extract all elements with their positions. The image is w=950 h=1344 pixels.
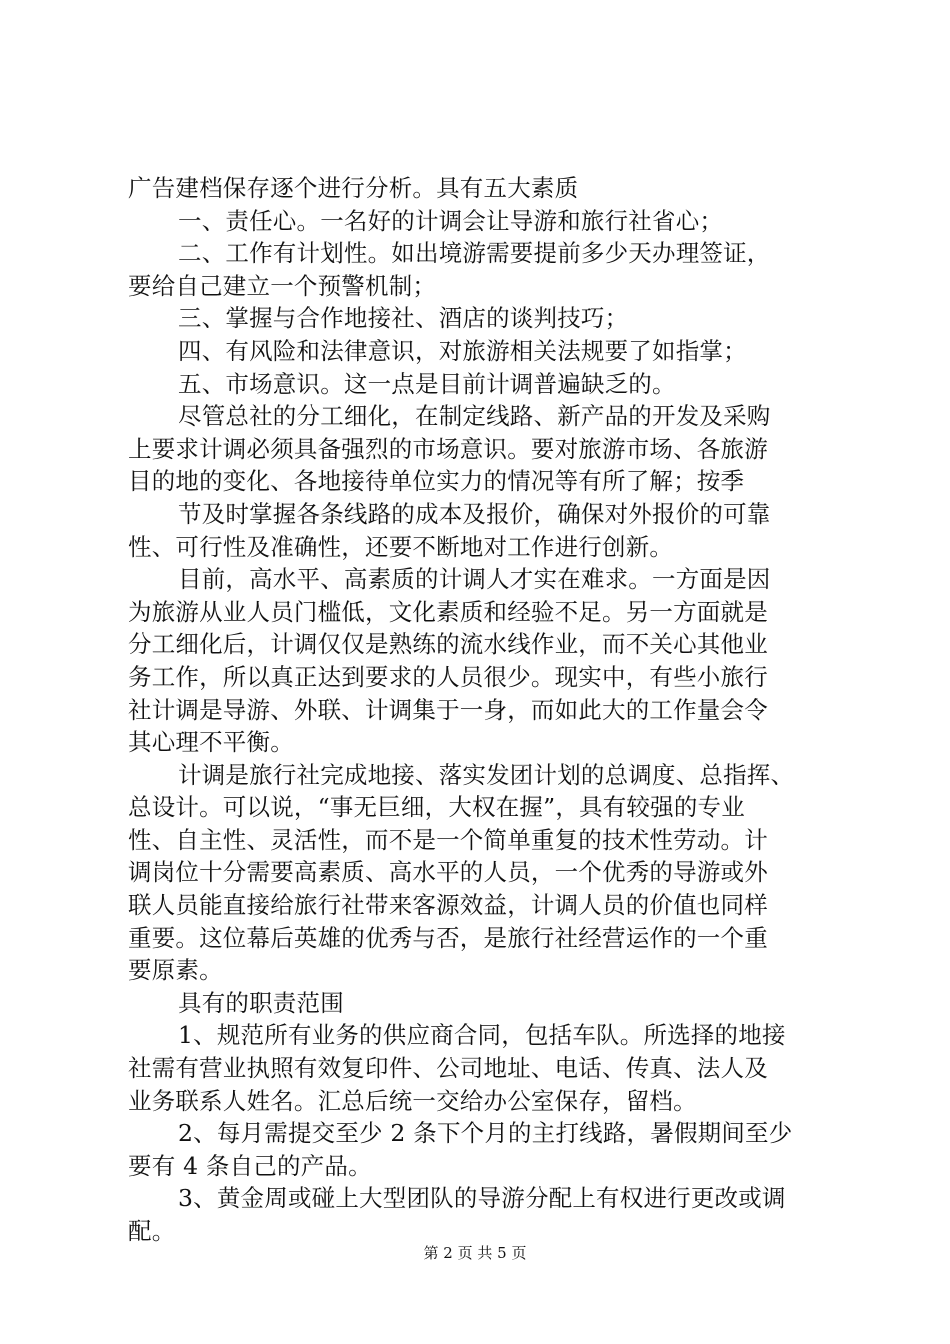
- text-line: 分工细化后，计调仅仅是熟练的流水线作业，而不关心其他业: [128, 630, 768, 659]
- text-line: 社计调是导游、外联、计调集于一身，而如此大的工作量会令: [128, 695, 768, 724]
- text-line: 计调是旅行社完成地接、落实发团计划的总调度、总指挥、: [178, 760, 795, 789]
- text-line: 2、每月需提交至少 2 条下个月的主打线路，暑假期间至少: [178, 1119, 793, 1148]
- text-line: 二、工作有计划性。如出境游需要提前多少天办理签证，: [178, 239, 771, 268]
- text-line: 总设计。可以说，“事无巨细，大权在握”，具有较强的专业: [128, 793, 745, 822]
- text-line: 要有 4 条自己的产品。: [128, 1151, 372, 1180]
- text-line: 五、市场意识。这一点是目前计调普遍缺乏的。: [178, 369, 676, 398]
- text-line: 目的地的变化、各地接待单位实力的情况等有所了解；按季: [128, 467, 745, 496]
- page-footer: 第 2 页 共 5 页: [423, 1244, 527, 1262]
- text-line: 务工作，所以真正达到要求的人员很少。现实中，有些小旅行: [128, 662, 768, 691]
- text-line: 要原素。: [128, 956, 223, 985]
- text-line: 要给自己建立一个预警机制；: [128, 271, 437, 300]
- text-line: 3、黄金周或碰上大型团队的导游分配上有权进行更改或调: [178, 1184, 786, 1213]
- text-line: 1、规范所有业务的供应商合同，包括车队。所选择的地接: [178, 1021, 786, 1050]
- text-line: 节及时掌握各条线路的成本及报价，确保对外报价的可靠: [178, 499, 771, 528]
- text-line: 一、责任心。一名好的计调会让导游和旅行社省心；: [178, 206, 724, 235]
- text-line: 其心理不平衡。: [128, 728, 294, 757]
- text-line: 上要求计调必须具备强烈的市场意识。要对旅游市场、各旅游: [128, 434, 768, 463]
- text-line: 配。: [128, 1217, 176, 1245]
- text-line: 具有的职责范围: [178, 988, 344, 1017]
- text-line: 为旅游从业人员门槛低，文化素质和经验不足。另一方面就是: [128, 597, 768, 626]
- text-line: 三、掌握与合作地接社、酒店的谈判技巧；: [178, 304, 629, 333]
- text-line: 联人员能直接给旅行社带来客源效益，计调人员的价值也同样: [128, 891, 768, 920]
- text-line: 性、自主性、灵活性，而不是一个简单重复的技术性劳动。计: [128, 825, 768, 854]
- document-body: [128, 172, 828, 1248]
- text-line: 重要。这位幕后英雄的优秀与否，是旅行社经营运作的一个重: [128, 923, 768, 952]
- text-line: 调岗位十分需要高素质、高水平的人员，一个优秀的导游或外: [128, 858, 768, 887]
- text-line: 广告建档保存逐个进行分析。具有五大素质: [128, 174, 579, 202]
- text-line: 目前，高水平、高素质的计调人才实在难求。一方面是因: [178, 565, 771, 594]
- text-line: 尽管总社的分工细化，在制定线路、新产品的开发及采购: [178, 402, 771, 431]
- text-line: 性、可行性及准确性，还要不断地对工作进行创新。: [128, 532, 674, 561]
- text-line: 四、有风险和法律意识，对旅游相关法规要了如指掌；: [178, 336, 747, 365]
- text-line: 业务联系人姓名。汇总后统一交给办公室保存，留档。: [128, 1086, 697, 1115]
- text-line: 社需有营业执照有效复印件、公司地址、电话、传真、法人及: [128, 1054, 768, 1083]
